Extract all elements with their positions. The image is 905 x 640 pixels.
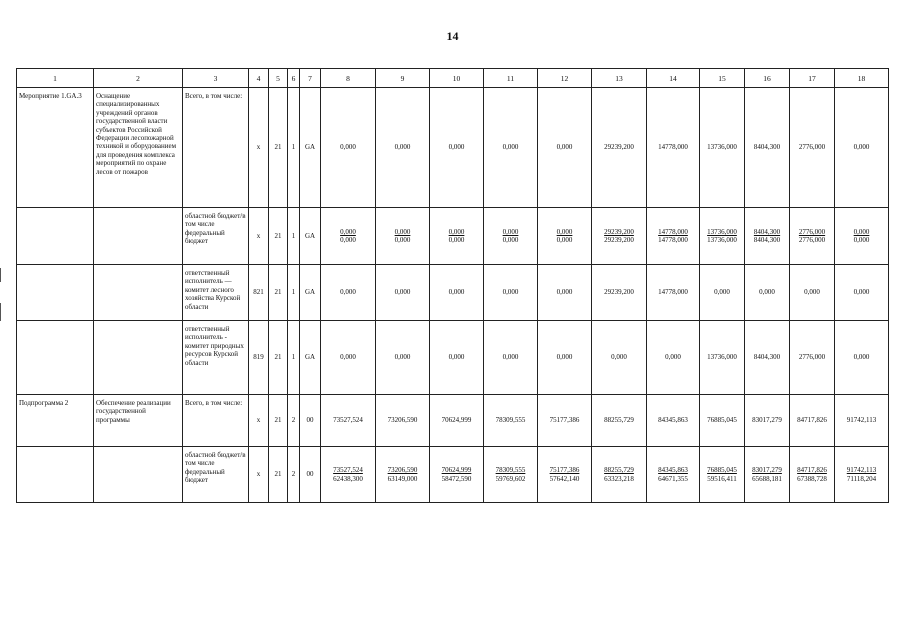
column-number: 7 <box>300 69 321 88</box>
column-number: 18 <box>835 69 889 88</box>
regional-budget-value: 0,000 <box>556 227 573 236</box>
code-cell: 819 <box>249 321 269 395</box>
table-row <box>17 447 889 503</box>
value-cell: 0,000 <box>376 88 430 208</box>
program-description <box>94 265 183 321</box>
code-cell: x <box>249 395 269 447</box>
code-cell: GA <box>300 88 321 208</box>
value-cell: 73206,590 <box>376 395 430 447</box>
value-cell: 0,000 <box>321 321 376 395</box>
federal-budget-value: 0,000 <box>556 236 573 244</box>
federal-budget-value: 0,000 <box>340 236 356 244</box>
value-cell: 0,000 <box>376 265 430 321</box>
code-cell: 21 <box>269 88 288 208</box>
regional-budget-value: 0,000 <box>448 227 465 236</box>
code-cell: 1 <box>288 208 300 265</box>
federal-budget-value: 67388,728 <box>797 474 827 483</box>
value-cell <box>835 447 889 503</box>
value-cell <box>592 208 647 265</box>
column-number: 1 <box>17 69 94 88</box>
code-cell: 2 <box>288 447 300 503</box>
table-row <box>17 265 889 321</box>
column-number: 9 <box>376 69 430 88</box>
value-cell: 0,000 <box>430 88 484 208</box>
program-name: Подпрограмма 2 <box>17 395 94 447</box>
federal-budget-value: 0,000 <box>448 236 465 244</box>
regional-budget-value: 0,000 <box>394 227 411 236</box>
regional-budget-value: 78309,555 <box>495 466 526 475</box>
federal-budget-value: 29239,200 <box>604 236 634 244</box>
value-cell: 75177,386 <box>538 395 592 447</box>
value-cell: 73527,524 <box>321 395 376 447</box>
regional-budget-value: 0,000 <box>340 227 356 236</box>
regional-budget-value: 91742,113 <box>846 466 877 475</box>
program-name <box>17 447 94 503</box>
federal-budget-value: 0,000 <box>853 236 870 244</box>
code-cell: 21 <box>269 265 288 321</box>
regional-budget-value: 8404,300 <box>753 227 781 236</box>
code-cell: x <box>249 88 269 208</box>
code-cell: GA <box>300 208 321 265</box>
program-description <box>94 321 183 395</box>
value-cell: 13736,000 <box>700 321 745 395</box>
value-cell: 84345,863 <box>647 395 700 447</box>
federal-budget-value: 64671,355 <box>658 474 688 483</box>
value-cell <box>430 447 484 503</box>
value-cell: 0,000 <box>538 265 592 321</box>
value-cell: 91742,113 <box>835 395 889 447</box>
value-cell <box>700 447 745 503</box>
column-number: 16 <box>745 69 790 88</box>
value-cell <box>647 447 700 503</box>
value-cell <box>484 447 538 503</box>
program-name <box>17 321 94 395</box>
value-cell: 8404,300 <box>745 321 790 395</box>
code-cell: 1 <box>288 321 300 395</box>
code-cell: 1 <box>288 88 300 208</box>
code-cell: 1 <box>288 265 300 321</box>
regional-budget-value: 76885,045 <box>707 466 737 475</box>
code-cell: 21 <box>269 395 288 447</box>
funding-source: ответственный исполнитель - комитет природных ресурсов Курской области <box>183 321 249 395</box>
value-cell <box>647 208 700 265</box>
column-number: 12 <box>538 69 592 88</box>
regional-budget-value: 88255,729 <box>604 466 634 475</box>
code-cell: GA <box>300 321 321 395</box>
column-number-row <box>17 69 889 88</box>
value-cell: 0,000 <box>745 265 790 321</box>
table-row <box>17 208 889 265</box>
code-cell: x <box>249 208 269 265</box>
regional-budget-value: 84345,863 <box>658 466 688 475</box>
value-cell: 0,000 <box>835 88 889 208</box>
value-cell <box>321 447 376 503</box>
value-cell: 83017,279 <box>745 395 790 447</box>
regional-budget-value: 14778,000 <box>658 227 688 236</box>
federal-budget-value: 63323,218 <box>604 474 634 483</box>
value-cell: 0,000 <box>538 88 592 208</box>
federal-budget-value: 14778,000 <box>658 236 688 244</box>
value-cell: 88255,729 <box>592 395 647 447</box>
federal-budget-value: 0,000 <box>394 236 411 244</box>
regional-budget-value: 70624,999 <box>441 466 472 475</box>
federal-budget-value: 13736,000 <box>707 236 737 244</box>
column-number: 14 <box>647 69 700 88</box>
value-cell: 0,000 <box>484 265 538 321</box>
funding-source: Всего, в том числе: <box>183 395 249 447</box>
program-description <box>94 447 183 503</box>
page-edge-mark <box>0 303 1 321</box>
funding-source: областной бюджет/в том числе федеральный бюджет <box>183 208 249 265</box>
value-cell <box>790 447 835 503</box>
funding-source: ответственный исполнитель — комитет лесного хозяйства Курской области <box>183 265 249 321</box>
value-cell: 0,000 <box>790 265 835 321</box>
value-cell: 0,000 <box>321 88 376 208</box>
value-cell: 78309,555 <box>484 395 538 447</box>
value-cell: 0,000 <box>484 88 538 208</box>
column-number: 10 <box>430 69 484 88</box>
regional-budget-value: 29239,200 <box>604 227 634 236</box>
regional-budget-value: 2776,000 <box>798 227 826 236</box>
value-cell: 0,000 <box>430 321 484 395</box>
code-cell: GA <box>300 265 321 321</box>
value-cell: 0,000 <box>592 321 647 395</box>
value-cell: 0,000 <box>700 265 745 321</box>
regional-budget-value: 0,000 <box>853 227 870 236</box>
value-cell: 29239,200 <box>592 88 647 208</box>
value-cell: 2776,000 <box>790 88 835 208</box>
program-description: Оснащение специализированных учреждений органов государственной власти субъектов Российской Федерации лесопожарной техникой и оборудованием для проведения комплекса мероприятий по охране лесов от пожаров <box>94 88 183 208</box>
value-cell <box>484 208 538 265</box>
code-cell: 21 <box>269 321 288 395</box>
value-cell: 0,000 <box>647 321 700 395</box>
federal-budget-value: 71118,204 <box>846 474 877 483</box>
table-row <box>17 395 889 447</box>
value-cell <box>376 447 430 503</box>
value-cell <box>376 208 430 265</box>
federal-budget-value: 0,000 <box>502 236 519 244</box>
column-number: 6 <box>288 69 300 88</box>
value-cell: 13736,000 <box>700 88 745 208</box>
regional-budget-value: 83017,279 <box>752 466 782 475</box>
funding-source: областной бюджет/в том числе федеральный бюджет <box>183 447 249 503</box>
value-cell: 0,000 <box>835 265 889 321</box>
federal-budget-value: 2776,000 <box>798 236 826 244</box>
value-cell: 0,000 <box>430 265 484 321</box>
value-cell <box>321 208 376 265</box>
regional-budget-value: 73206,590 <box>387 466 418 475</box>
federal-budget-value: 59516,411 <box>707 474 737 483</box>
column-number: 3 <box>183 69 249 88</box>
value-cell: 0,000 <box>376 321 430 395</box>
column-number: 15 <box>700 69 745 88</box>
column-number: 11 <box>484 69 538 88</box>
code-cell: 21 <box>269 208 288 265</box>
federal-budget-value: 62438,300 <box>333 474 363 483</box>
value-cell <box>745 447 790 503</box>
value-cell: 0,000 <box>484 321 538 395</box>
value-cell: 8404,300 <box>745 88 790 208</box>
value-cell: 0,000 <box>538 321 592 395</box>
federal-budget-value: 58472,590 <box>441 474 472 483</box>
program-description <box>94 208 183 265</box>
program-description: Обеспечение реализации государственной программы <box>94 395 183 447</box>
regional-budget-value: 84717,826 <box>797 466 827 475</box>
federal-budget-value: 59769,602 <box>495 474 526 483</box>
code-cell: 00 <box>300 395 321 447</box>
column-number: 17 <box>790 69 835 88</box>
value-cell <box>835 208 889 265</box>
regional-budget-value: 75177,386 <box>549 466 580 475</box>
federal-budget-value: 57642,140 <box>549 474 580 483</box>
column-number: 2 <box>94 69 183 88</box>
regional-budget-value: 0,000 <box>502 227 519 236</box>
table-row <box>17 88 889 208</box>
page-number: 14 <box>446 29 459 43</box>
column-number: 4 <box>249 69 269 88</box>
value-cell <box>592 447 647 503</box>
funding-source: Всего, в том числе: <box>183 88 249 208</box>
value-cell: 14778,000 <box>647 265 700 321</box>
column-number: 13 <box>592 69 647 88</box>
value-cell <box>745 208 790 265</box>
table-row <box>17 321 889 395</box>
value-cell: 2776,000 <box>790 321 835 395</box>
federal-budget-value: 63149,000 <box>387 474 418 483</box>
regional-budget-value: 73527,524 <box>333 466 363 475</box>
value-cell: 29239,200 <box>592 265 647 321</box>
code-cell: x <box>249 447 269 503</box>
value-cell: 70624,999 <box>430 395 484 447</box>
budget-table <box>16 68 889 503</box>
federal-budget-value: 8404,300 <box>753 236 781 244</box>
federal-budget-value: 65688,181 <box>752 474 782 483</box>
value-cell: 76885,045 <box>700 395 745 447</box>
code-cell: 00 <box>300 447 321 503</box>
code-cell: 821 <box>249 265 269 321</box>
program-name <box>17 208 94 265</box>
value-cell: 84717,826 <box>790 395 835 447</box>
program-name <box>17 265 94 321</box>
value-cell <box>700 208 745 265</box>
column-number: 5 <box>269 69 288 88</box>
value-cell <box>790 208 835 265</box>
code-cell: 2 <box>288 395 300 447</box>
value-cell: 14778,000 <box>647 88 700 208</box>
value-cell <box>538 208 592 265</box>
value-cell: 0,000 <box>321 265 376 321</box>
code-cell: 21 <box>269 447 288 503</box>
column-number: 8 <box>321 69 376 88</box>
value-cell <box>538 447 592 503</box>
value-cell: 0,000 <box>835 321 889 395</box>
program-name: Мероприятие 1.GA.3 <box>17 88 94 208</box>
value-cell <box>430 208 484 265</box>
page-edge-mark <box>0 268 1 282</box>
regional-budget-value: 13736,000 <box>707 227 737 236</box>
